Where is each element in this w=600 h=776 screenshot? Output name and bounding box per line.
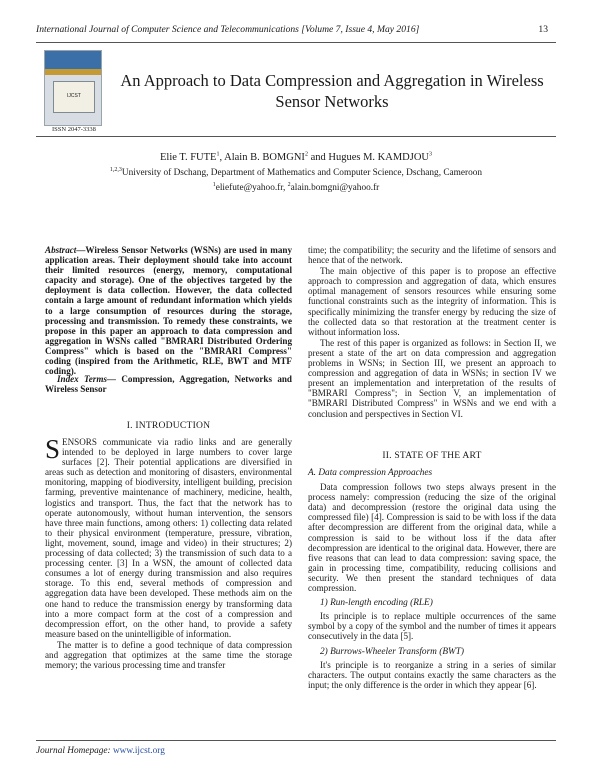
- author-1: Elie T. FUTE: [159, 152, 217, 163]
- journal-name: International Journal of Computer Science and Telecommunications [Volume 7, Issue 4, May 2016]: [36, 24, 420, 35]
- paper-title: An Approach to Data Compression and Aggregation in Wireless Sensor Networks: [120, 71, 544, 111]
- email-2: alain.bomgni@yahoo.fr: [290, 183, 380, 193]
- author-list: Elie T. FUTE$^1$, Alain B. BOMGNI$^2$ and Hugues M. KAMDJOU$^3$: [159, 151, 432, 163]
- running-header: [36, 24, 548, 35]
- drop-cap: S: [45, 434, 61, 464]
- section-1-heading: I. INTRODUCTION: [126, 420, 211, 431]
- journal-cover-image: [44, 50, 102, 126]
- section-2-heading: II. STATE OF THE ART: [382, 450, 482, 461]
- author-3: Hugues M. KAMDJOU: [328, 152, 429, 163]
- index-terms: Index Terms— Compression, Aggregation, Networks and Wireless Sensor: [45, 374, 292, 395]
- abstract: Abstract—Wireless Sensor Networks (WSNs) are used in many application areas. Their deployment should take into account their limited resources (energy, memory, computational capacity and storage). One of the objectives targeted by the deployment is data collection. However, the data collected contain a large amount of redundant information which yields to a large consumption of resources during the storage, processing and transmission. To remedy these constraints, we propose in this paper an approach to data compression and aggregation in WSNs called "BMRARI Distributed Ordering Compress" which is based on the "BMRARI Compress" coding (inspired from the Arithmetic, RLE, BWT and MTF coding).: [45, 245, 292, 377]
- subsection-a-heading: A. Data compression Approaches: [308, 468, 433, 478]
- subsection-bwt-heading: 2) Burrows-Wheeler Transform (BWT): [320, 646, 465, 657]
- footer-divider: [36, 740, 556, 741]
- author-emails: $^1$eliefute@yahoo.fr, $^2$alain.bomgni@yahoo.fr: [212, 181, 380, 193]
- subsection-rle-heading: 1) Run-length encoding (RLE): [320, 598, 433, 609]
- issn: ISSN 2047-3338: [52, 126, 96, 133]
- state-of-art-body: A. Data compression Approaches Data compression follows two steps always present in the process namely: compression (reducing the size of the original data) and decompression (restore the original data using the compressed file) [4]. Compression is said to be with loss if the data after decompression are different from the original data, while a compression is said to be without loss if the data after decompression are identical to the original data. However, there are five reasons that can lead to data compression: saving space, the gain in processing time, compatibility, reducing collisions and security. We then present the standard techniques of data compression. 1) Run-length encoding (RLE) Its principle is to replace multiple occurrences of the same symbol by a copy of the symbol and the number of times it appears consecutively in the data [5]. 2) Burrows-Wheeler Transform (BWT) It's principle is to reorganize a string in a series of similar characters. The output contains exactly the same characters as the input; the only difference is the order in which they appear [6].: [308, 468, 556, 690]
- page-footer: Journal Homepage: www.ijcst.org: [36, 746, 165, 756]
- introduction-body: SENSORS communicate via radio links and are generally intended to be deployed in large numbers to cover large surfaces [2]. Their potential applications are diversified in areas such as detection and monitoring of disasters, environmental monitoring, mapping of biodiversity, intelligent building, precision farming, preventive maintenance of machinery, medicine, health, logistics and transport. Thus, the fact that the network has to operate autonomously, without human intervention, the sensors have three main functions, among others: 1) collecting data related to their physical environment (temperature, pressure, vibration, light, movement, sound, image and video) in their structures; 2) processing of data collected; 3) the transmission of such data to a processing center. [3] In a WSN, the amount of collected data consumes a lot of energy during transmission and also requires storage. To this end, several methods of compression and aggregation data have been developed. These methods aim on the one hand to reduce the transmission energy by transforming data into a more compact form at the cost of a compression and decompression effort, on the other hand, to provide a safety measure based on the unintelligible of information. The matter is to define a good technique of data compression and aggregation that optimizes at the same time the storage memory; the various processing time and transfer: [45, 434, 292, 671]
- header-divider: [36, 42, 556, 43]
- right-column-body: time; the compatibility; the security and the lifetime of sensors and hence that of the network. The main objective of this paper is to propose an effective approach to compression and aggregation of data, which ensures optimal management of sensors resources while ensuring some functional constraints such as the integrity of information. This is specifically minimizing the transfer energy by reducing the size of the collected data so that restoration at the treatment center is without information loss. The rest of this paper is organized as follows: in Section II, we present a state of the art on data compression and aggregation problems in WSNs; in Section III, we present an approach to compression and aggregation of data in WSNs; in section IV we present an implementation and interpretation of the results of "BMRARI Compress"; in Section V, an implementation of "BMRARI Distributed Compress" in WSNs and we end with a conclusion and perspectives in Section VI.: [308, 245, 556, 419]
- cover-label: IJCST: [67, 93, 81, 99]
- page-number: 13: [538, 24, 548, 35]
- email-1: eliefute@yahoo.fr: [215, 183, 284, 193]
- homepage-link[interactable]: www.ijcst.org: [112, 746, 165, 756]
- author-2: Alain B. BOMGNI: [224, 152, 305, 163]
- title-divider: [36, 136, 556, 137]
- affiliation: $^{1,2,3}$University of Dschang, Department of Mathematics and Computer Science, Dschang, Cameroon: [109, 166, 483, 178]
